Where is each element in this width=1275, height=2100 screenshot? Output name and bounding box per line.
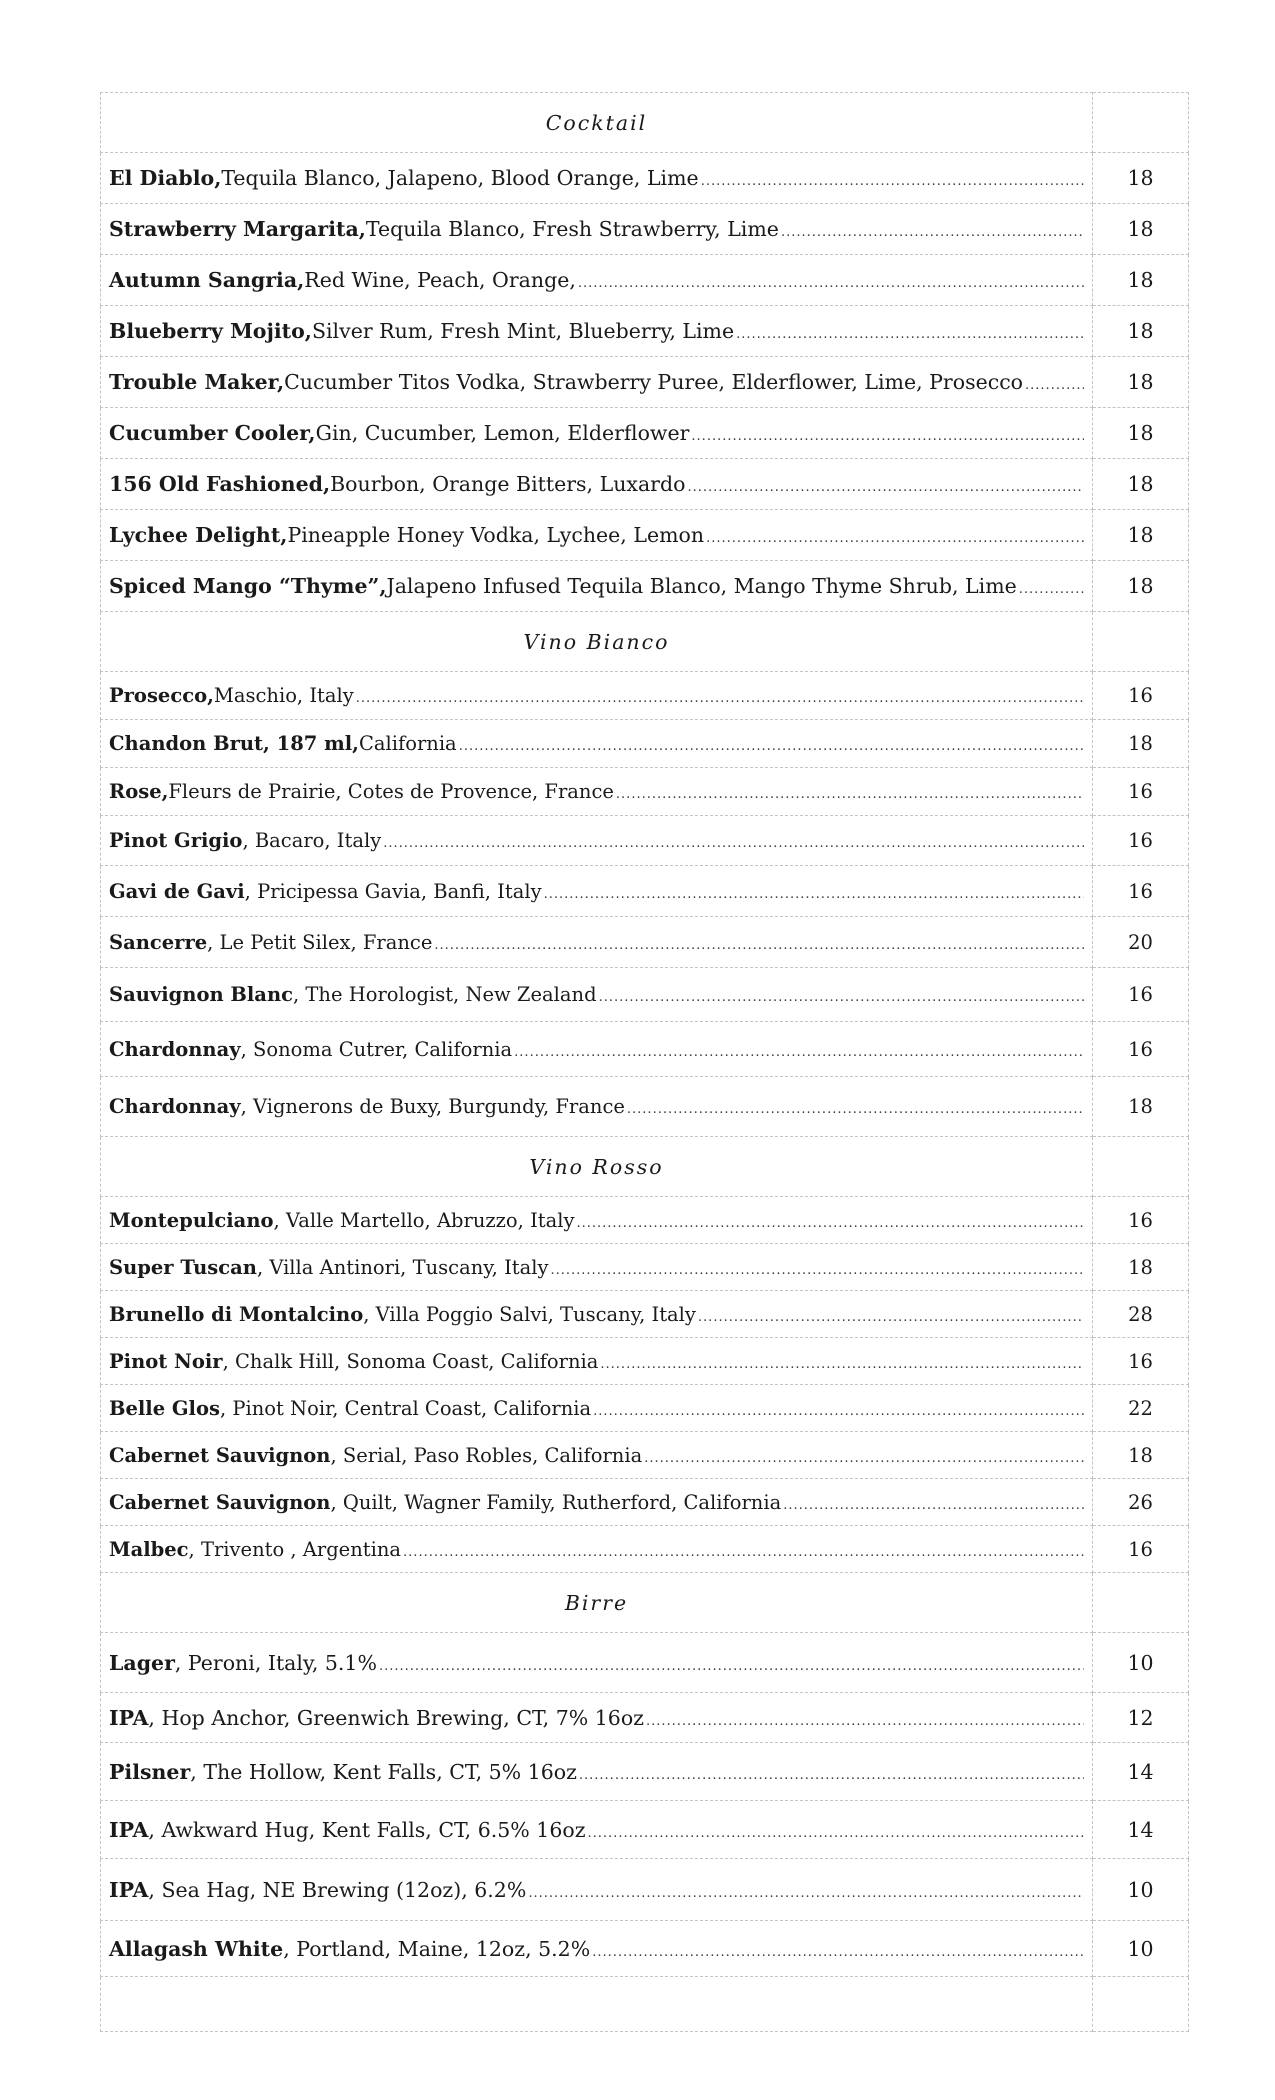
- dot-leader: [691, 429, 1084, 444]
- menu-item-row: [101, 1432, 1189, 1479]
- item-description: Silver Rum, Fresh Mint, Blueberry, Lime: [311, 319, 735, 343]
- item-cell: [101, 459, 1093, 510]
- item-name: Pilsner: [109, 1759, 191, 1784]
- item-name: Chardonnay: [109, 1095, 241, 1118]
- section-header-row: [101, 93, 1189, 153]
- dot-leader: [687, 480, 1084, 495]
- dot-leader: [698, 1310, 1084, 1325]
- item-cell: [101, 866, 1093, 917]
- dot-leader: [1025, 378, 1084, 393]
- menu-item-row: [101, 768, 1189, 816]
- item-name: Cucumber Cooler,: [109, 421, 316, 445]
- item-cell: [101, 1385, 1093, 1432]
- menu-table: [100, 92, 1189, 2032]
- item-cell: [101, 1197, 1093, 1244]
- menu-item-row: [101, 561, 1189, 612]
- item-cell: [101, 968, 1093, 1022]
- empty-footer-row: [101, 1977, 1189, 2032]
- dot-leader: [701, 174, 1084, 189]
- item-price: 10: [1093, 1921, 1189, 1977]
- menu-item-row: [101, 306, 1189, 357]
- dot-leader: [356, 691, 1084, 706]
- item-description: , Awkward Hug, Kent Falls, CT, 6.5% 16oz: [148, 1817, 586, 1842]
- item-cell: [101, 1859, 1093, 1921]
- menu-item-row: [101, 1859, 1189, 1921]
- menu-item-row: [101, 510, 1189, 561]
- item-price: 16: [1093, 1197, 1189, 1244]
- item-name: Lychee Delight,: [109, 523, 288, 547]
- empty-cell: [1093, 93, 1189, 153]
- item-cell: [101, 1743, 1093, 1801]
- item-description: , Sonoma Cutrer, California: [240, 1037, 513, 1061]
- item-cell: [101, 153, 1093, 204]
- item-cell: [101, 1921, 1093, 1977]
- item-cell: [101, 1338, 1093, 1385]
- item-description: , Sea Hag, NE Brewing (12oz), 6.2%: [148, 1877, 527, 1902]
- item-description: , Bacaro, Italy: [242, 829, 382, 852]
- item-cell: [101, 255, 1093, 306]
- empty-cell: [101, 1977, 1093, 2032]
- dot-leader: [646, 1714, 1084, 1729]
- item-cell: [101, 1633, 1093, 1693]
- empty-cell: [1093, 1977, 1189, 2032]
- menu-item-row: [101, 816, 1189, 866]
- section-header-row: [101, 1137, 1189, 1197]
- menu-item-row: [101, 1338, 1189, 1385]
- menu-item-row: [101, 1633, 1189, 1693]
- menu-item-row: [101, 720, 1189, 768]
- section-title-cocktail: Cocktail: [101, 93, 1093, 153]
- item-cell: [101, 1077, 1093, 1137]
- menu-item-row: [101, 1526, 1189, 1573]
- menu-item-row: [101, 1197, 1189, 1244]
- item-price: 16: [1093, 816, 1189, 866]
- item-cell: [101, 204, 1093, 255]
- item-price: 14: [1093, 1801, 1189, 1859]
- item-cell: [101, 1022, 1093, 1077]
- menu-item-row: [101, 204, 1189, 255]
- item-description: , Vignerons de Buxy, Burgundy, France: [240, 1095, 625, 1118]
- item-cell: [101, 1479, 1093, 1526]
- item-price: 18: [1093, 1077, 1189, 1137]
- item-price: 18: [1093, 357, 1189, 408]
- item-name: Chardonnay: [109, 1037, 241, 1061]
- item-price: 18: [1093, 510, 1189, 561]
- menu-item-row: [101, 153, 1189, 204]
- item-cell: [101, 1801, 1093, 1859]
- dot-leader: [577, 1216, 1085, 1231]
- item-description: , The Hollow, Kent Falls, CT, 5% 16oz: [190, 1759, 577, 1784]
- item-price: 20: [1093, 917, 1189, 968]
- item-cell: [101, 306, 1093, 357]
- item-price: 16: [1093, 1338, 1189, 1385]
- item-name: Spiced Mango “Thyme”,: [109, 574, 387, 598]
- dot-leader: [403, 1545, 1084, 1560]
- item-name: Belle Glos: [109, 1396, 220, 1420]
- item-cell: [101, 672, 1093, 720]
- item-cell: [101, 1432, 1093, 1479]
- item-description: Pineapple Honey Vodka, Lychee, Lemon: [287, 523, 705, 547]
- item-description: , Pricipessa Gavia, Banfi, Italy: [244, 879, 542, 903]
- menu-item-row: [101, 1743, 1189, 1801]
- item-name: Trouble Maker,: [109, 370, 285, 394]
- item-price: 18: [1093, 153, 1189, 204]
- item-cell: [101, 561, 1093, 612]
- dot-leader: [599, 990, 1084, 1005]
- section-header-row: [101, 612, 1189, 672]
- item-price: 10: [1093, 1859, 1189, 1921]
- item-price: 16: [1093, 768, 1189, 816]
- menu-item-row: [101, 459, 1189, 510]
- item-description: Bourbon, Orange Bitters, Luxardo: [330, 472, 686, 496]
- dot-leader: [592, 1945, 1084, 1960]
- empty-cell: [1093, 612, 1189, 672]
- item-description: , Le Petit Silex, France: [207, 930, 433, 954]
- dot-leader: [627, 1102, 1084, 1117]
- item-cell: [101, 768, 1093, 816]
- dot-leader: [379, 1659, 1084, 1674]
- empty-cell: [1093, 1573, 1189, 1633]
- item-name: El Diablo,: [109, 166, 222, 190]
- dot-leader: [528, 1886, 1084, 1901]
- item-description: , Villa Poggio Salvi, Tuscany, Italy: [363, 1302, 696, 1326]
- item-description: , The Horologist, New Zealand: [293, 983, 597, 1006]
- dot-leader: [434, 938, 1084, 953]
- menu-item-row: [101, 917, 1189, 968]
- item-name: Rose,: [109, 780, 169, 803]
- item-price: 16: [1093, 672, 1189, 720]
- item-price: 14: [1093, 1743, 1189, 1801]
- dot-leader: [644, 1451, 1084, 1466]
- dot-leader: [514, 1045, 1084, 1060]
- item-price: 18: [1093, 459, 1189, 510]
- dot-leader: [1019, 582, 1084, 597]
- item-cell: [101, 408, 1093, 459]
- item-name: Blueberry Mojito,: [109, 319, 312, 343]
- dot-leader: [600, 1357, 1084, 1372]
- item-name: Brunello di Montalcino: [109, 1302, 364, 1326]
- item-description: , Valle Martello, Abruzzo, Italy: [273, 1208, 575, 1232]
- menu-item-row: [101, 1479, 1189, 1526]
- item-price: 12: [1093, 1693, 1189, 1743]
- item-price: 26: [1093, 1479, 1189, 1526]
- item-name: Pinot Noir: [109, 1349, 223, 1373]
- item-price: 28: [1093, 1291, 1189, 1338]
- dot-leader: [383, 836, 1084, 851]
- menu-item-row: [101, 1077, 1189, 1137]
- item-name: Chandon Brut, 187 ml,: [109, 732, 359, 755]
- dot-leader: [588, 1826, 1084, 1841]
- section-title-birre: Birre: [101, 1573, 1093, 1633]
- item-name: IPA: [109, 1705, 149, 1730]
- item-description: , Hop Anchor, Greenwich Brewing, CT, 7% 16oz: [148, 1705, 644, 1730]
- item-name: IPA: [109, 1877, 149, 1902]
- menu-item-row: [101, 1921, 1189, 1977]
- menu-item-row: [101, 672, 1189, 720]
- item-price: 16: [1093, 1022, 1189, 1077]
- item-cell: [101, 357, 1093, 408]
- item-name: Super Tuscan: [109, 1255, 257, 1279]
- item-name: Cabernet Sauvignon: [109, 1443, 331, 1467]
- menu-item-row: [101, 1385, 1189, 1432]
- item-name: Sauvignon Blanc: [109, 983, 293, 1006]
- item-name: IPA: [109, 1817, 149, 1842]
- item-description: Cucumber Titos Vodka, Strawberry Puree, Elderflower, Lime, Prosecco: [284, 370, 1024, 394]
- item-price: 18: [1093, 720, 1189, 768]
- menu-item-row: [101, 1022, 1189, 1077]
- item-name: Sancerre: [109, 930, 208, 954]
- dot-leader: [544, 887, 1084, 902]
- item-price: 22: [1093, 1385, 1189, 1432]
- item-description: Jalapeno Infused Tequila Blanco, Mango Thyme Shrub, Lime: [386, 574, 1017, 598]
- menu-item-row: [101, 357, 1189, 408]
- item-name: Malbec: [109, 1537, 189, 1561]
- item-price: 18: [1093, 306, 1189, 357]
- item-description: Tequila Blanco, Jalapeno, Blood Orange, Lime: [221, 166, 699, 190]
- item-name: Gavi de Gavi: [109, 879, 245, 903]
- item-description: Fleurs de Prairie, Cotes de Provence, France: [168, 780, 614, 803]
- item-cell: [101, 1291, 1093, 1338]
- item-price: 16: [1093, 1526, 1189, 1573]
- dot-leader: [736, 327, 1084, 342]
- menu-item-row: [101, 255, 1189, 306]
- item-description: Maschio, Italy: [213, 684, 354, 707]
- item-price: 18: [1093, 1244, 1189, 1291]
- item-cell: [101, 816, 1093, 866]
- item-price: 10: [1093, 1633, 1189, 1693]
- item-price: 18: [1093, 561, 1189, 612]
- item-price: 18: [1093, 1432, 1189, 1479]
- item-description: California: [358, 732, 457, 755]
- item-name: Cabernet Sauvignon: [109, 1490, 331, 1514]
- item-description: Gin, Cucumber, Lemon, Elderflower: [315, 421, 690, 445]
- dot-leader: [783, 1498, 1084, 1513]
- dot-leader: [593, 1404, 1084, 1419]
- item-price: 16: [1093, 968, 1189, 1022]
- menu-item-row: [101, 968, 1189, 1022]
- item-description: Tequila Blanco, Fresh Strawberry, Lime: [365, 217, 779, 241]
- item-description: , Pinot Noir, Central Coast, California: [219, 1396, 592, 1420]
- item-price: 16: [1093, 866, 1189, 917]
- item-cell: [101, 720, 1093, 768]
- menu-item-row: [101, 408, 1189, 459]
- item-cell: [101, 510, 1093, 561]
- item-name: Strawberry Margarita,: [109, 217, 366, 241]
- item-name: Prosecco,: [109, 684, 214, 707]
- dot-leader: [781, 225, 1084, 240]
- item-name: 156 Old Fashioned,: [109, 472, 331, 496]
- section-title-vino-rosso: Vino Rosso: [101, 1137, 1093, 1197]
- item-name: Allagash White: [109, 1936, 284, 1961]
- dot-leader: [616, 787, 1084, 802]
- item-name: Montepulciano: [109, 1208, 274, 1232]
- item-name: Pinot Grigio: [109, 829, 243, 852]
- item-cell: [101, 1526, 1093, 1573]
- menu-item-row: [101, 866, 1189, 917]
- item-name: Lager: [109, 1650, 175, 1675]
- dot-leader: [459, 739, 1084, 754]
- item-description: , Quilt, Wagner Family, Rutherford, California: [330, 1490, 782, 1514]
- item-price: 18: [1093, 255, 1189, 306]
- item-description: , Peroni, Italy, 5.1%: [174, 1650, 377, 1675]
- item-description: , Chalk Hill, Sonoma Coast, California: [222, 1349, 599, 1373]
- item-description: , Trivento , Argentina: [188, 1537, 402, 1561]
- item-price: 18: [1093, 204, 1189, 255]
- dot-leader: [578, 276, 1084, 291]
- dot-leader: [551, 1263, 1085, 1278]
- item-description: , Villa Antinori, Tuscany, Italy: [256, 1255, 549, 1279]
- item-name: Autumn Sangria,: [109, 268, 305, 292]
- item-cell: [101, 917, 1093, 968]
- menu-item-row: [101, 1801, 1189, 1859]
- dot-leader: [706, 531, 1084, 546]
- section-header-row: [101, 1573, 1189, 1633]
- section-title-vino-bianco: Vino Bianco: [101, 612, 1093, 672]
- item-description: , Portland, Maine, 12oz, 5.2%: [283, 1936, 591, 1961]
- menu-item-row: [101, 1244, 1189, 1291]
- dot-leader: [579, 1768, 1084, 1783]
- item-description: , Serial, Paso Robles, California: [330, 1443, 643, 1467]
- menu-item-row: [101, 1291, 1189, 1338]
- item-cell: [101, 1244, 1093, 1291]
- item-description: Red Wine, Peach, Orange,: [304, 268, 576, 292]
- item-cell: [101, 1693, 1093, 1743]
- item-price: 18: [1093, 408, 1189, 459]
- menu-item-row: [101, 1693, 1189, 1743]
- empty-cell: [1093, 1137, 1189, 1197]
